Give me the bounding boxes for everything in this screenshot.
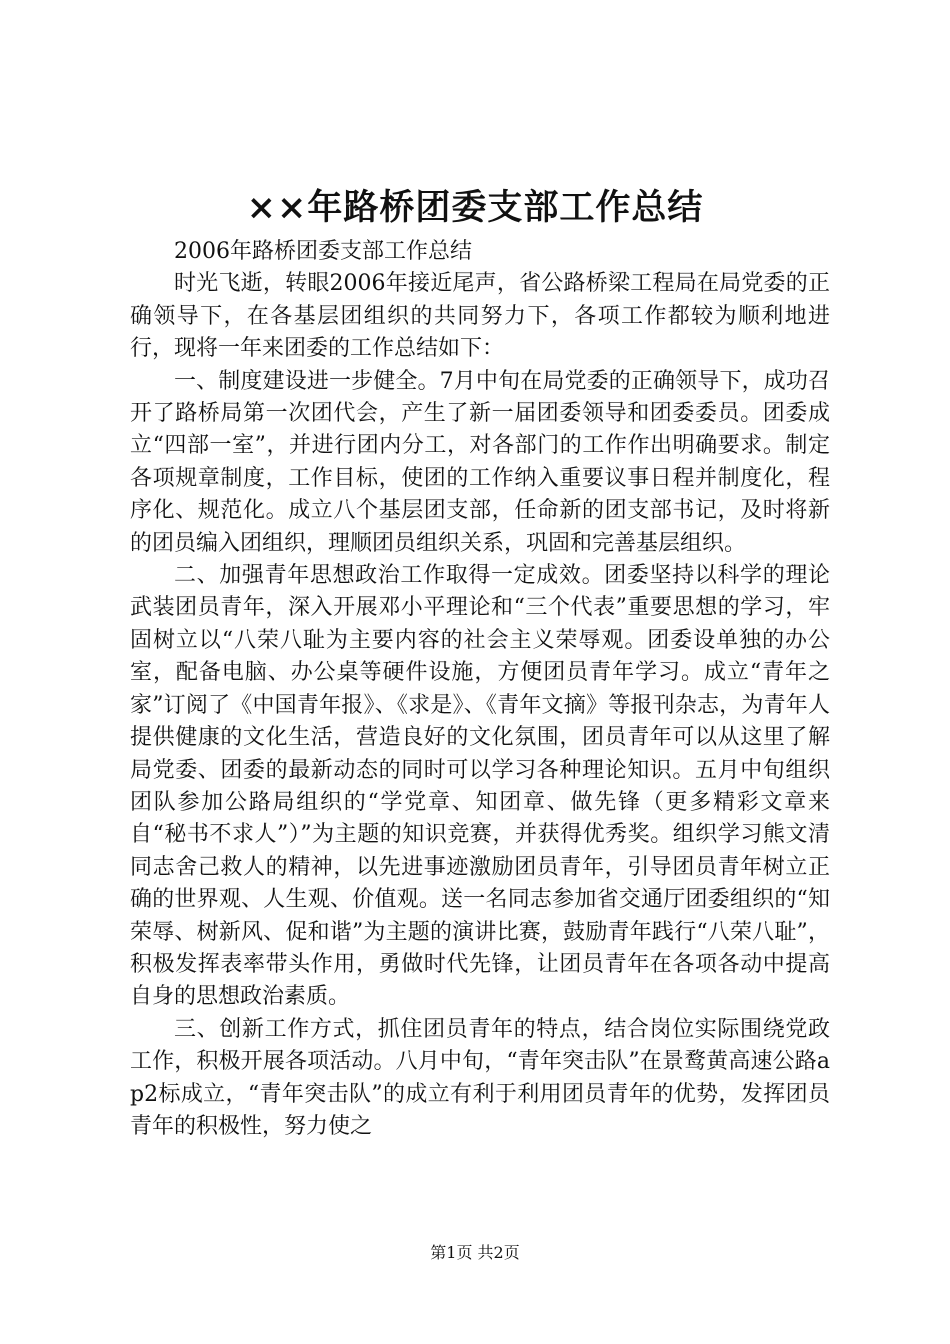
intro-paragraph: 时光飞逝，转眼2006年接近尾声，省公路桥梁工程局在局党委的正确领导下，在各基层团组织的共同努力下，各项工作都较为顺利地进行，现将一年来团委的工作总结如下：	[130, 271, 830, 362]
section-1-paragraph: 一、制度建设进一步健全。7月中旬在局党委的正确领导下，成功召开了路桥局第一次团代会，产生了新一届团委领导和团委委员。团委成立“四部一室”，并进行团内分工，对各部门的工作作出明确要求。制定各项规章制度，工作目标，使团的工作纳入重要议事日程并制度化，程序化、规范化。成立八个基层团支部，任命新的团支部书记，及时将新的团员编入团组织，理顺团员组织关系，巩固和完善基层组织。	[130, 368, 830, 556]
section-2-paragraph: 二、加强青年思想政治工作取得一定成效。团委坚持以科学的理论武装团员青年，深入开展邓小平理论和“三个代表”重要思想的学习，牢固树立以“八荣八耻为主要内容的社会主义荣辱观。团委设单独的办公室，配备电脑、办公桌等硬件设施，方便团员青年学习。成立“青年之家”订阅了《中国青年报》、《求是》、《青年文摘》等报刊杂志，为青年人提供健康的文化生活，营造良好的文化氛围，团员青年可以从这里了解局党委、团委的最新动态的同时可以学习各种理论知识。五月中旬组织团队参加公路局组织的“学党章、知团章、做先锋（更多精彩文章来自“秘书不求人”）”为主题的知识竞赛，并获得优秀奖。组织学习熊文清同志舍己救人的精神，以先进事迹激励团员青年，引导团员青年树立正确的世界观、人生观、价值观。送一名同志参加省交通厅团委组织的“知荣辱、树新风、促和谐”为主题的演讲比赛，鼓励青年践行“八荣八耻”，积极发挥表率带头作用，勇做时代先锋，让团员青年在各项各动中提高自身的思想政治素质。	[130, 563, 830, 1010]
document-body	[130, 236, 830, 1143]
section-3-paragraph: 三、创新工作方式，抓住团员青年的特点，结合岗位实际围绕党政工作，积极开展各项活动。八月中旬，“青年突击队”在景鹜黄高速公路ap2标成立，“青年突击队”的成立有利于利用团员青年的优势，发挥团员青年的积极性，努力使之	[130, 1016, 830, 1139]
page-number-footer: 第1页 共2页	[430, 1243, 520, 1262]
document-title: ××年路桥团委支部工作总结	[246, 187, 704, 228]
subtitle-paragraph: 2006年路桥团委支部工作总结	[174, 239, 472, 264]
